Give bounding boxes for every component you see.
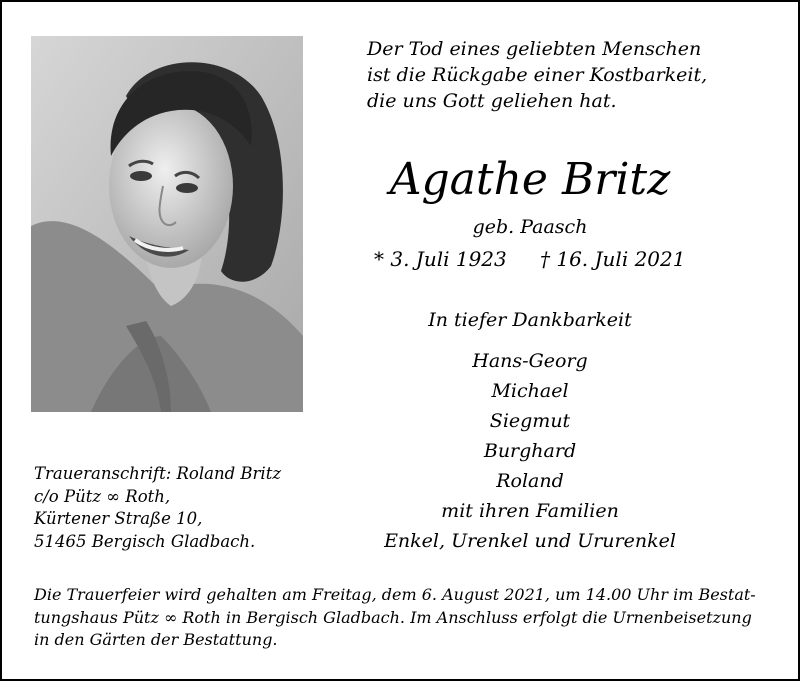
portrait-image bbox=[31, 36, 303, 412]
thanks-heading: In tiefer Dankbarkeit bbox=[428, 309, 632, 331]
birth-date: * 3. Juli 1923 bbox=[374, 247, 507, 271]
portrait-photo bbox=[31, 36, 303, 412]
service-line: tungshaus Pütz ∞ Roth in Bergisch Gladbach. Im Anschluss erfolgt die Urnenbeisetzung bbox=[34, 607, 752, 627]
mourner-name: Michael bbox=[491, 380, 569, 402]
mourner-families: mit ihren Familien bbox=[441, 500, 619, 522]
quote bbox=[367, 36, 787, 114]
mourner-name: Hans-Georg bbox=[472, 350, 588, 372]
mourner-name: Burghard bbox=[483, 440, 577, 462]
address-line: Traueranschrift: Roland Britz bbox=[34, 464, 282, 483]
mourner-name: Siegmut bbox=[489, 410, 571, 432]
quote-line: Der Tod eines geliebten Menschen bbox=[367, 38, 702, 60]
address-line: Kürtener Straße 10, bbox=[34, 509, 203, 528]
quote-line: ist die Rückgabe einer Kostbarkeit, bbox=[367, 64, 708, 86]
birth-name: geb. Paasch bbox=[472, 216, 588, 238]
mourners-list bbox=[330, 346, 730, 556]
service-line: in den Gärten der Bestattung. bbox=[34, 630, 278, 649]
mourner-descendants: Enkel, Urenkel und Ururenkel bbox=[384, 530, 676, 552]
mourner-name: Roland bbox=[496, 470, 564, 492]
quote-line: die uns Gott geliehen hat. bbox=[367, 90, 617, 112]
address-line: c/o Pütz ∞ Roth, bbox=[34, 486, 171, 506]
death-date: † 16. Juli 2021 bbox=[540, 247, 686, 271]
condolence-address bbox=[34, 463, 324, 553]
funeral-service-info bbox=[34, 584, 774, 652]
address-line: 51465 Bergisch Gladbach. bbox=[34, 531, 256, 551]
service-line: Die Trauerfeier wird gehalten am Freitag, dem 6. August 2021, um 14.00 Uhr im Bestat- bbox=[34, 585, 756, 604]
deceased-name: Agathe Britz bbox=[389, 154, 671, 205]
